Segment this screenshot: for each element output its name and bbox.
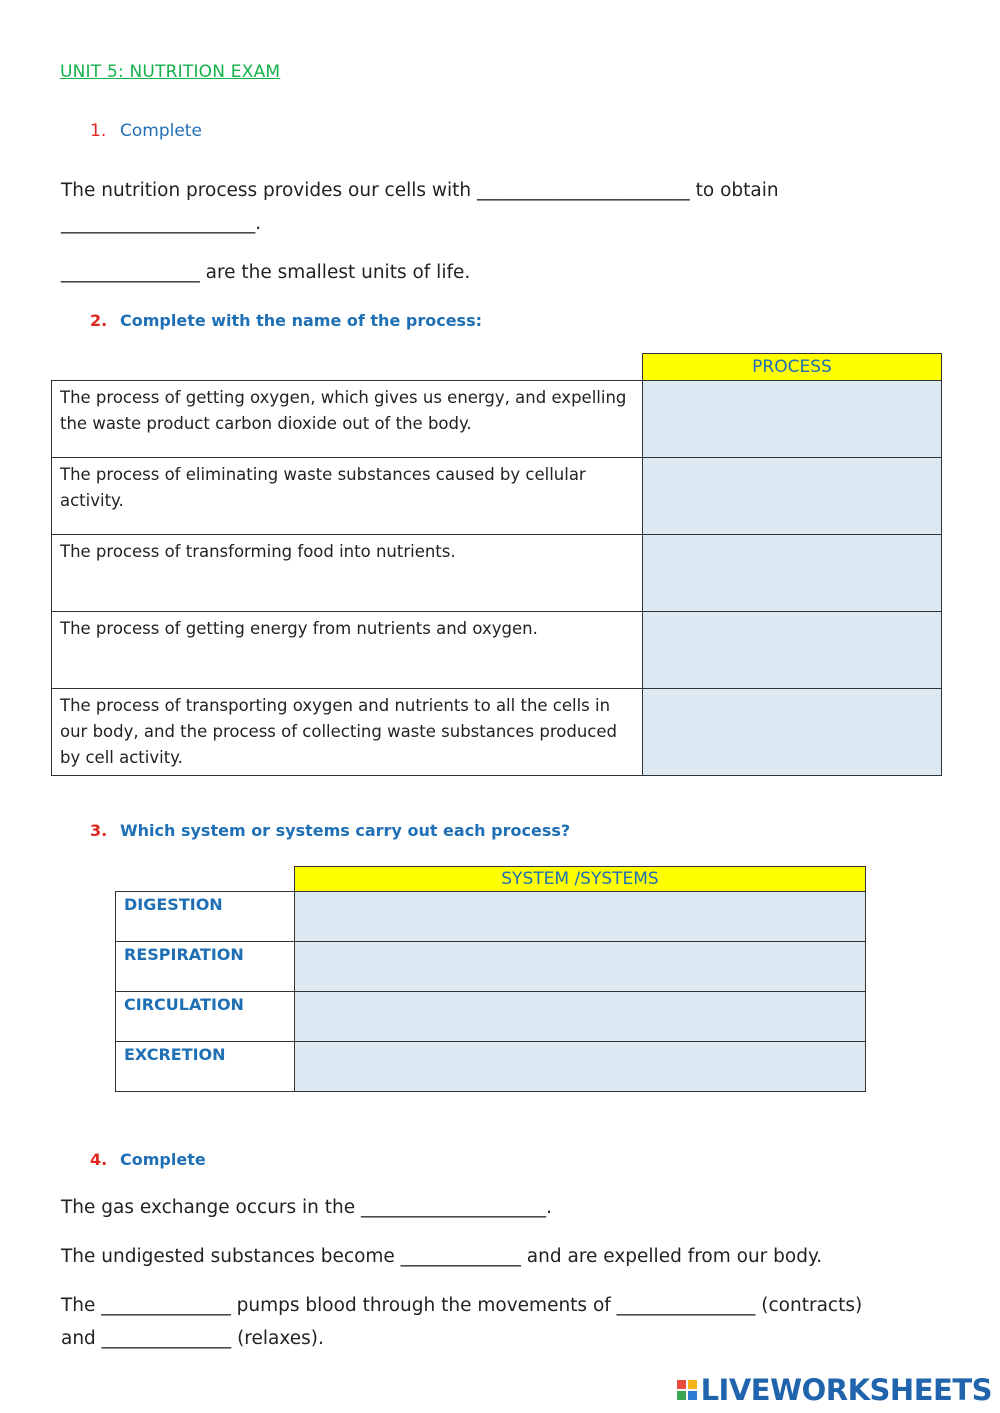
question-4-heading: [90, 1150, 206, 1169]
logo-text: LIVEWORKSHEETS: [700, 1373, 992, 1407]
q1-sentence-1: The nutrition process provides our cells with _______________________ to obtain: [61, 180, 779, 201]
process-description: The process of getting energy from nutrients and oxygen.: [52, 612, 643, 689]
process-answer-field[interactable]: [643, 689, 942, 776]
table-row: [52, 689, 942, 776]
process-name: CIRCULATION: [116, 992, 295, 1042]
question-number: 1.: [90, 121, 107, 141]
table-row: [116, 992, 866, 1042]
logo-square: [688, 1391, 697, 1400]
q4-sentence-3-cont: and ______________ (relaxes).: [61, 1328, 324, 1349]
q4-sentence-1: The gas exchange occurs in the ____________________.: [61, 1197, 552, 1218]
process-description: The process of eliminating waste substances caused by cellular activity.: [52, 458, 643, 535]
table-row: [52, 612, 942, 689]
system-answer-field[interactable]: [295, 892, 866, 942]
logo-square: [677, 1380, 686, 1389]
table-row: [52, 535, 942, 612]
q1-sentence-1-cont: _____________________.: [61, 213, 262, 234]
page-title: UNIT 5: NUTRITION EXAM: [60, 62, 281, 82]
process-answer-field[interactable]: [643, 612, 942, 689]
table-row: [52, 381, 942, 458]
process-answer-field[interactable]: [643, 458, 942, 535]
question-number: 2.: [90, 311, 108, 330]
question-number: 3.: [90, 821, 108, 840]
system-answer-field[interactable]: [295, 992, 866, 1042]
table-row: [116, 892, 866, 942]
process-answer-field[interactable]: [643, 381, 942, 458]
system-header: SYSTEM /SYSTEMS: [295, 867, 866, 892]
question-label: Complete with the name of the process:: [120, 311, 482, 330]
q1-sentence-2: _______________ are the smallest units of life.: [61, 262, 471, 283]
logo-icon: [677, 1380, 697, 1400]
question-label: Which system or systems carry out each process?: [120, 821, 571, 840]
system-table: [115, 866, 866, 1092]
question-label: Complete: [120, 121, 202, 141]
process-description: The process of transforming food into nutrients.: [52, 535, 643, 612]
process-name: DIGESTION: [116, 892, 295, 942]
question-label: Complete: [120, 1150, 206, 1169]
question-3-heading: [90, 821, 570, 840]
table-row: [116, 1042, 866, 1092]
logo-square: [677, 1391, 686, 1400]
q4-sentence-2: The undigested substances become _____________ and are expelled from our body.: [61, 1246, 823, 1267]
table-row: [52, 458, 942, 535]
process-table: [51, 353, 942, 776]
question-number: 4.: [90, 1150, 108, 1169]
question-2-heading: [90, 311, 482, 330]
process-description: The process of getting oxygen, which gives us energy, and expelling the waste product carbon dioxide out of the body.: [52, 381, 643, 458]
table-row: [116, 942, 866, 992]
logo-square: [688, 1380, 697, 1389]
liveworksheets-logo: [677, 1373, 992, 1407]
process-description: The process of transporting oxygen and nutrients to all the cells in our body, and the process of collecting waste substances produced by cell activity.: [52, 689, 643, 776]
system-answer-field[interactable]: [295, 942, 866, 992]
process-answer-field[interactable]: [643, 535, 942, 612]
system-answer-field[interactable]: [295, 1042, 866, 1092]
question-1-heading: [90, 121, 202, 141]
process-name: RESPIRATION: [116, 942, 295, 992]
process-header: PROCESS: [643, 354, 942, 381]
q4-sentence-3: The ______________ pumps blood through the movements of _______________ (contracts): [61, 1295, 863, 1316]
process-name: EXCRETION: [116, 1042, 295, 1092]
